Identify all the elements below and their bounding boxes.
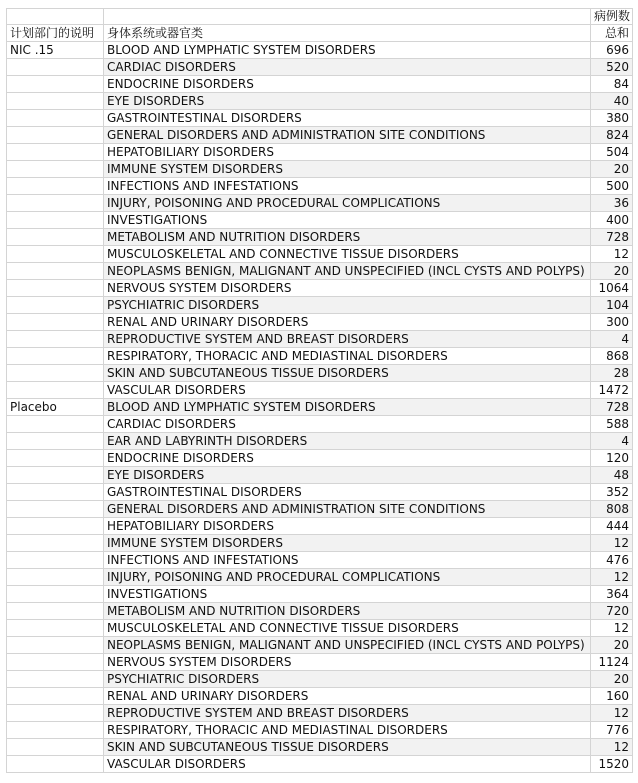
- total-cell: 400: [591, 212, 633, 229]
- group-spacer-cell: [7, 195, 104, 212]
- soc-cell: RESPIRATORY, THORACIC AND MEDIASTINAL DISORDERS: [104, 348, 591, 365]
- soc-cell: NERVOUS SYSTEM DISORDERS: [104, 280, 591, 297]
- total-cell: 104: [591, 297, 633, 314]
- total-cell: 12: [591, 535, 633, 552]
- soc-cell: GENERAL DISORDERS AND ADMINISTRATION SITE CONDITIONS: [104, 501, 591, 518]
- table-row: [7, 688, 633, 705]
- soc-column-header: 身体系统或器官类: [104, 25, 591, 42]
- soc-cell: PSYCHIATRIC DISORDERS: [104, 297, 591, 314]
- table-row: [7, 518, 633, 535]
- table-row: [7, 280, 633, 297]
- group-spacer-cell: [7, 144, 104, 161]
- group-spacer-cell: [7, 382, 104, 399]
- table-row: [7, 671, 633, 688]
- group-spacer-cell: [7, 263, 104, 280]
- group-spacer-cell: [7, 331, 104, 348]
- header-row-measure: [7, 9, 633, 25]
- group-spacer-cell: [7, 722, 104, 739]
- table-row: [7, 637, 633, 654]
- total-cell: 40: [591, 93, 633, 110]
- soc-cell: VASCULAR DISORDERS: [104, 756, 591, 773]
- soc-cell: REPRODUCTIVE SYSTEM AND BREAST DISORDERS: [104, 705, 591, 722]
- table-row: [7, 756, 633, 773]
- total-cell: 20: [591, 671, 633, 688]
- soc-cell: SKIN AND SUBCUTANEOUS TISSUE DISORDERS: [104, 365, 591, 382]
- table-row: [7, 314, 633, 331]
- total-cell: 12: [591, 569, 633, 586]
- total-cell: 12: [591, 620, 633, 637]
- group-spacer-cell: [7, 518, 104, 535]
- soc-cell: BLOOD AND LYMPHATIC SYSTEM DISORDERS: [104, 399, 591, 416]
- table-row: [7, 76, 633, 93]
- total-cell: 728: [591, 229, 633, 246]
- table-row: [7, 705, 633, 722]
- group-spacer-cell: [7, 705, 104, 722]
- soc-cell: GENERAL DISORDERS AND ADMINISTRATION SITE CONDITIONS: [104, 127, 591, 144]
- table-row: [7, 450, 633, 467]
- total-cell: 1064: [591, 280, 633, 297]
- group-spacer-cell: [7, 603, 104, 620]
- soc-cell: ENDOCRINE DISORDERS: [104, 76, 591, 93]
- soc-cell: HEPATOBILIARY DISORDERS: [104, 518, 591, 535]
- group-spacer-cell: [7, 450, 104, 467]
- soc-cell: INJURY, POISONING AND PROCEDURAL COMPLICATIONS: [104, 569, 591, 586]
- group-label: Placebo: [7, 399, 104, 416]
- total-cell: 84: [591, 76, 633, 93]
- soc-cell: RENAL AND URINARY DISORDERS: [104, 688, 591, 705]
- table-row: [7, 195, 633, 212]
- total-cell: 824: [591, 127, 633, 144]
- header-row-columns: [7, 25, 633, 42]
- total-cell: 364: [591, 586, 633, 603]
- cross-tab-report: [6, 8, 633, 773]
- measure-header: 病例数: [591, 9, 633, 25]
- group-spacer-cell: [7, 433, 104, 450]
- group-spacer-cell: [7, 416, 104, 433]
- soc-cell: RESPIRATORY, THORACIC AND MEDIASTINAL DISORDERS: [104, 722, 591, 739]
- total-cell: 696: [591, 42, 633, 59]
- soc-cell: INJURY, POISONING AND PROCEDURAL COMPLICATIONS: [104, 195, 591, 212]
- total-cell: 120: [591, 450, 633, 467]
- total-cell: 1472: [591, 382, 633, 399]
- total-cell: 28: [591, 365, 633, 382]
- table-row: [7, 433, 633, 450]
- soc-cell: CARDIAC DISORDERS: [104, 59, 591, 76]
- group-spacer-cell: [7, 552, 104, 569]
- group-spacer-cell: [7, 127, 104, 144]
- total-cell: 868: [591, 348, 633, 365]
- group-spacer-cell: [7, 586, 104, 603]
- soc-cell: IMMUNE SYSTEM DISORDERS: [104, 161, 591, 178]
- table-row: [7, 484, 633, 501]
- header-blank-cell: [7, 9, 104, 25]
- table-row: [7, 739, 633, 756]
- total-cell: 300: [591, 314, 633, 331]
- group-spacer-cell: [7, 620, 104, 637]
- total-cell: 4: [591, 331, 633, 348]
- soc-cell: NEOPLASMS BENIGN, MALIGNANT AND UNSPECIFIED (INCL CYSTS AND POLYPS): [104, 637, 591, 654]
- soc-cell: SKIN AND SUBCUTANEOUS TISSUE DISORDERS: [104, 739, 591, 756]
- group-spacer-cell: [7, 484, 104, 501]
- group-spacer-cell: [7, 161, 104, 178]
- soc-cell: REPRODUCTIVE SYSTEM AND BREAST DISORDERS: [104, 331, 591, 348]
- table-row: [7, 552, 633, 569]
- table-row: [7, 297, 633, 314]
- total-cell: 12: [591, 739, 633, 756]
- group-spacer-cell: [7, 637, 104, 654]
- total-cell: 1520: [591, 756, 633, 773]
- total-cell: 500: [591, 178, 633, 195]
- total-cell: 444: [591, 518, 633, 535]
- soc-cell: NEOPLASMS BENIGN, MALIGNANT AND UNSPECIFIED (INCL CYSTS AND POLYPS): [104, 263, 591, 280]
- total-cell: 12: [591, 705, 633, 722]
- table-row: [7, 212, 633, 229]
- total-column-header: 总和: [591, 25, 633, 42]
- group-spacer-cell: [7, 348, 104, 365]
- total-cell: 160: [591, 688, 633, 705]
- soc-cell: METABOLISM AND NUTRITION DISORDERS: [104, 229, 591, 246]
- group-spacer-cell: [7, 280, 104, 297]
- soc-cell: RENAL AND URINARY DISORDERS: [104, 314, 591, 331]
- table-row: [7, 127, 633, 144]
- total-cell: 1124: [591, 654, 633, 671]
- table-row: [7, 263, 633, 280]
- group-spacer-cell: [7, 178, 104, 195]
- table-row: [7, 467, 633, 484]
- soc-cell: INFECTIONS AND INFESTATIONS: [104, 552, 591, 569]
- group-spacer-cell: [7, 59, 104, 76]
- total-cell: 12: [591, 246, 633, 263]
- total-cell: 504: [591, 144, 633, 161]
- soc-cell: INVESTIGATIONS: [104, 212, 591, 229]
- soc-cell: EYE DISORDERS: [104, 467, 591, 484]
- group-spacer-cell: [7, 467, 104, 484]
- table-row: [7, 229, 633, 246]
- soc-cell: INFECTIONS AND INFESTATIONS: [104, 178, 591, 195]
- group-spacer-cell: [7, 93, 104, 110]
- table-row: [7, 722, 633, 739]
- group-spacer-cell: [7, 297, 104, 314]
- group-spacer-cell: [7, 688, 104, 705]
- group-spacer-cell: [7, 756, 104, 773]
- soc-cell: MUSCULOSKELETAL AND CONNECTIVE TISSUE DISORDERS: [104, 620, 591, 637]
- soc-cell: GASTROINTESTINAL DISORDERS: [104, 484, 591, 501]
- group-spacer-cell: [7, 314, 104, 331]
- total-cell: 776: [591, 722, 633, 739]
- table-row: [7, 59, 633, 76]
- total-cell: 588: [591, 416, 633, 433]
- table-row: [7, 416, 633, 433]
- total-cell: 352: [591, 484, 633, 501]
- soc-cell: IMMUNE SYSTEM DISORDERS: [104, 535, 591, 552]
- group-spacer-cell: [7, 246, 104, 263]
- total-cell: 4: [591, 433, 633, 450]
- group-spacer-cell: [7, 110, 104, 127]
- total-cell: 380: [591, 110, 633, 127]
- soc-cell: PSYCHIATRIC DISORDERS: [104, 671, 591, 688]
- soc-cell: HEPATOBILIARY DISORDERS: [104, 144, 591, 161]
- soc-cell: GASTROINTESTINAL DISORDERS: [104, 110, 591, 127]
- program-column-header: 计划部门的说明: [7, 25, 104, 42]
- table-row: [7, 501, 633, 518]
- table-row: [7, 246, 633, 263]
- table-row: [7, 620, 633, 637]
- group-spacer-cell: [7, 212, 104, 229]
- table-row: [7, 603, 633, 620]
- total-cell: 20: [591, 263, 633, 280]
- total-cell: 48: [591, 467, 633, 484]
- header-blank-cell: [104, 9, 591, 25]
- table-row: [7, 161, 633, 178]
- total-cell: 36: [591, 195, 633, 212]
- soc-cell: INVESTIGATIONS: [104, 586, 591, 603]
- soc-cell: NERVOUS SYSTEM DISORDERS: [104, 654, 591, 671]
- soc-cell: EYE DISORDERS: [104, 93, 591, 110]
- table-row: [7, 586, 633, 603]
- table-row: [7, 569, 633, 586]
- table-body: [7, 42, 633, 773]
- group-spacer-cell: [7, 535, 104, 552]
- group-spacer-cell: [7, 76, 104, 93]
- group-spacer-cell: [7, 365, 104, 382]
- group-spacer-cell: [7, 654, 104, 671]
- soc-cell: MUSCULOSKELETAL AND CONNECTIVE TISSUE DISORDERS: [104, 246, 591, 263]
- table-row: [7, 144, 633, 161]
- total-cell: 20: [591, 637, 633, 654]
- group-label: NIC .15: [7, 42, 104, 59]
- table-row: [7, 365, 633, 382]
- total-cell: 20: [591, 161, 633, 178]
- soc-cell: CARDIAC DISORDERS: [104, 416, 591, 433]
- total-cell: 808: [591, 501, 633, 518]
- table-row: [7, 331, 633, 348]
- table-row: [7, 110, 633, 127]
- table-row: [7, 654, 633, 671]
- total-cell: 720: [591, 603, 633, 620]
- total-cell: 520: [591, 59, 633, 76]
- soc-cell: METABOLISM AND NUTRITION DISORDERS: [104, 603, 591, 620]
- table-row: [7, 178, 633, 195]
- table-row: [7, 42, 633, 59]
- soc-cell: EAR AND LABYRINTH DISORDERS: [104, 433, 591, 450]
- group-spacer-cell: [7, 569, 104, 586]
- group-spacer-cell: [7, 501, 104, 518]
- soc-cell: VASCULAR DISORDERS: [104, 382, 591, 399]
- table-row: [7, 348, 633, 365]
- table-row: [7, 535, 633, 552]
- group-spacer-cell: [7, 739, 104, 756]
- table-row: [7, 382, 633, 399]
- total-cell: 728: [591, 399, 633, 416]
- soc-cell: ENDOCRINE DISORDERS: [104, 450, 591, 467]
- soc-cell: BLOOD AND LYMPHATIC SYSTEM DISORDERS: [104, 42, 591, 59]
- table-row: [7, 399, 633, 416]
- group-spacer-cell: [7, 671, 104, 688]
- table-row: [7, 93, 633, 110]
- group-spacer-cell: [7, 229, 104, 246]
- total-cell: 476: [591, 552, 633, 569]
